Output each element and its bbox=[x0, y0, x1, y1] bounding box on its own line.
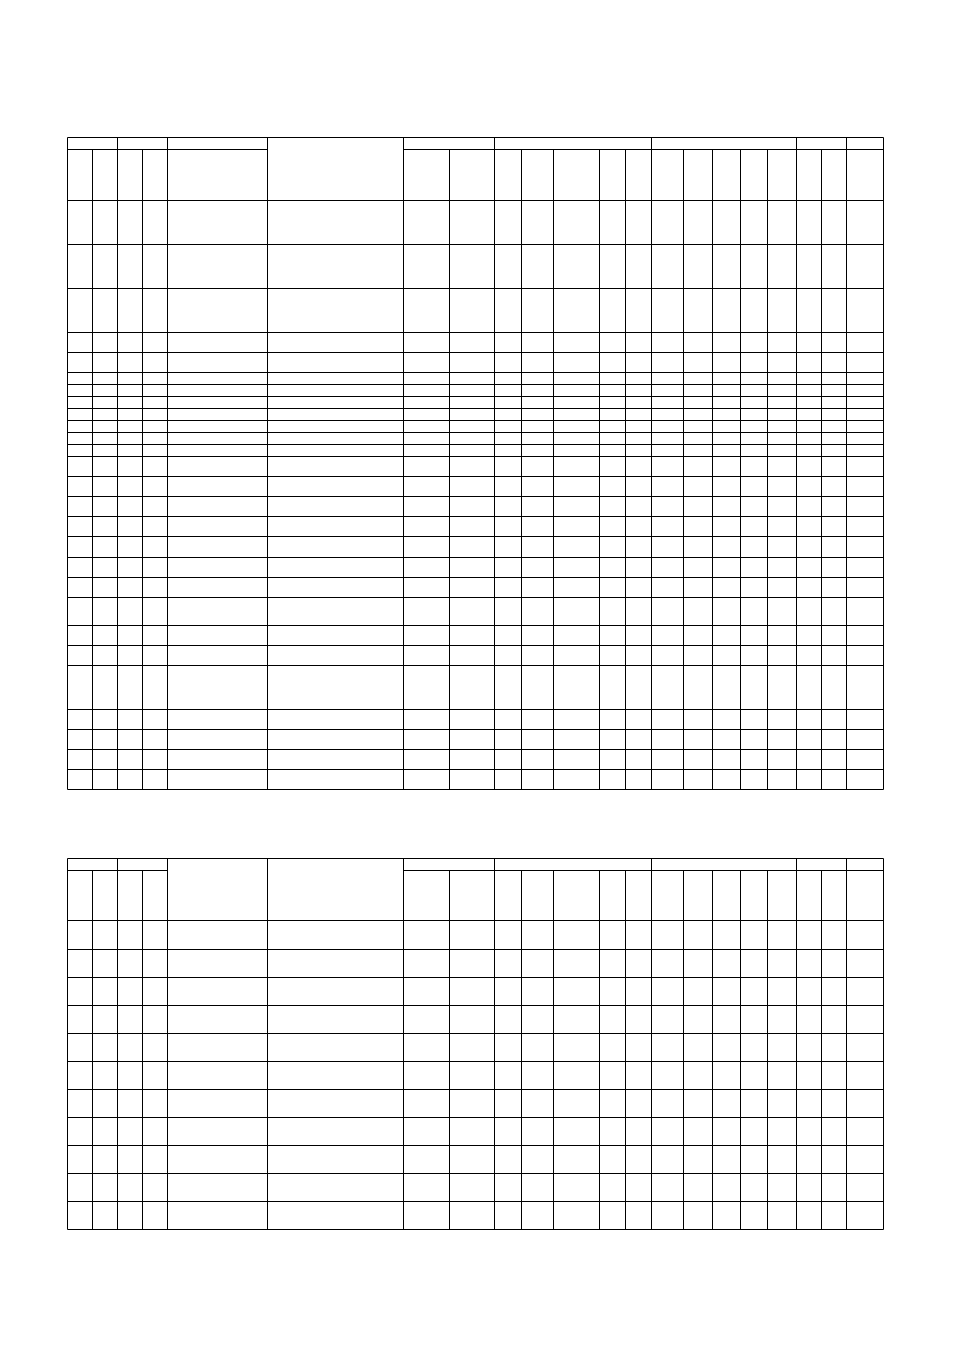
lower-table bbox=[68, 859, 884, 1230]
upper-table bbox=[68, 138, 884, 790]
